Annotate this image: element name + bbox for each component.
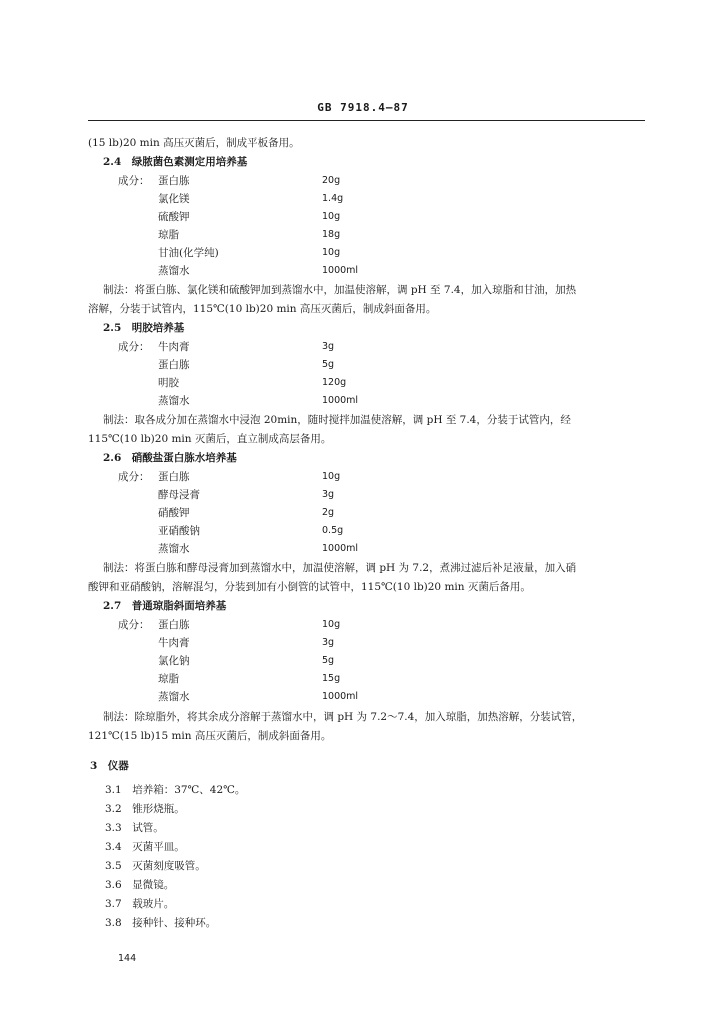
component-name: 琼脂 (158, 673, 179, 685)
component-name: 蒸馏水 (158, 691, 190, 703)
component-amount: 10g (322, 247, 341, 258)
method-line: 115℃(10 lb)20 min 灭菌后，直立制成高层备用。 (88, 433, 332, 445)
header-rule (88, 120, 645, 121)
component-amount: 10g (322, 619, 341, 630)
component-name: 氯化镁 (158, 193, 190, 205)
component-name: 琼脂 (158, 229, 179, 241)
component-amount: 5g (322, 359, 335, 370)
component-amount: 1000ml (322, 395, 359, 406)
component-name: 明胶 (158, 377, 179, 389)
component-name: 氯化钠 (158, 655, 190, 667)
component-name: 蛋白胨 (158, 175, 190, 187)
component-amount: 1000ml (322, 691, 359, 702)
section-title-2-4: 2.4 绿脓菌色素测定用培养基 (103, 156, 248, 168)
component-amount: 3g (322, 489, 335, 500)
component-amount: 1000ml (322, 265, 359, 276)
standard-number-header: GB 7918.4—87 (317, 101, 409, 114)
component-amount: 120g (322, 377, 347, 388)
instrument-item: 3.6 显微镜。 (105, 879, 175, 891)
method-line: 溶解，分装于试管内，115℃(10 lb)20 min 高压灭菌后，制成斜面备用。 (88, 303, 437, 315)
instrument-item: 3.8 接种针、接种环。 (105, 917, 217, 929)
component-amount: 1000ml (322, 543, 359, 554)
component-name: 酵母浸膏 (158, 489, 200, 501)
component-name: 蒸馏水 (158, 265, 190, 277)
component-amount: 10g (322, 471, 341, 482)
method-line: 酸钾和亚硝酸钠，溶解混匀，分装到加有小倒管的试管中，115℃(10 lb)20 min 灭菌后备用。 (88, 581, 531, 593)
components-label: 成分： (118, 175, 150, 187)
component-name: 甘油(化学纯) (158, 247, 219, 259)
component-name: 亚硝酸钠 (158, 525, 200, 537)
method-line: 制法：将蛋白胨和酵母浸膏加到蒸馏水中，加温使溶解，调 pH 为 7.2，煮沸过滤后补足液量，加入硝 (103, 562, 577, 574)
instrument-item: 3.5 灭菌刻度吸管。 (105, 860, 206, 872)
component-name: 蛋白胨 (158, 471, 190, 483)
component-name: 蛋白胨 (158, 619, 190, 631)
component-amount: 3g (322, 341, 335, 352)
method-line: 121℃(15 lb)15 min 高压灭菌后，制成斜面备用。 (88, 730, 332, 742)
component-amount: 3g (322, 637, 335, 648)
component-name: 蒸馏水 (158, 543, 190, 555)
components-label: 成分： (118, 619, 150, 631)
method-line: 制法：除琼脂外，将其余成分溶解于蒸馏水中，调 pH 为 7.2～7.4，加入琼脂，加热溶解，分装试管， (103, 711, 583, 723)
component-amount: 0.5g (322, 525, 344, 536)
components-label: 成分： (118, 341, 150, 353)
component-name: 蒸馏水 (158, 395, 190, 407)
component-amount: 15g (322, 673, 341, 684)
page-number: 144 (118, 953, 137, 964)
component-amount: 10g (322, 211, 341, 222)
method-line: 制法：取各成分加在蒸馏水中浸泡 20min，随时搅拌加温使溶解，调 pH 至 7.4，分装于试管内，经 (103, 414, 571, 426)
method-line: 制法：将蛋白胨、氯化镁和硫酸钾加到蒸馏水中，加温使溶解，调 pH 至 7.4，加入琼脂和甘油，加热 (103, 284, 577, 296)
component-amount: 5g (322, 655, 335, 666)
section-title-2-6: 2.6 硝酸盐蛋白胨水培养基 (103, 452, 237, 464)
section-title-2-5: 2.5 明胶培养基 (103, 322, 185, 334)
component-amount: 1.4g (322, 193, 344, 204)
instrument-item: 3.7 载玻片。 (105, 898, 175, 910)
instrument-item: 3.4 灭菌平皿。 (105, 841, 185, 853)
component-amount: 18g (322, 229, 341, 240)
instrument-item: 3.3 试管。 (105, 822, 164, 834)
instrument-item: 3.2 锥形烧瓶。 (105, 803, 185, 815)
component-name: 牛肉膏 (158, 341, 190, 353)
component-name: 硫酸钾 (158, 211, 190, 223)
component-amount: 20g (322, 175, 341, 186)
section-title-3: 3 仪器 (90, 760, 129, 772)
instrument-item: 3.1 培养箱：37℃、42℃。 (105, 784, 246, 796)
component-name: 蛋白胨 (158, 359, 190, 371)
intro-line: (15 lb)20 min 高压灭菌后，制成平板备用。 (88, 137, 300, 149)
component-amount: 2g (322, 507, 335, 518)
component-name: 牛肉膏 (158, 637, 190, 649)
component-name: 硝酸钾 (158, 507, 190, 519)
components-label: 成分： (118, 471, 150, 483)
section-title-2-7: 2.7 普通琼脂斜面培养基 (103, 600, 227, 612)
